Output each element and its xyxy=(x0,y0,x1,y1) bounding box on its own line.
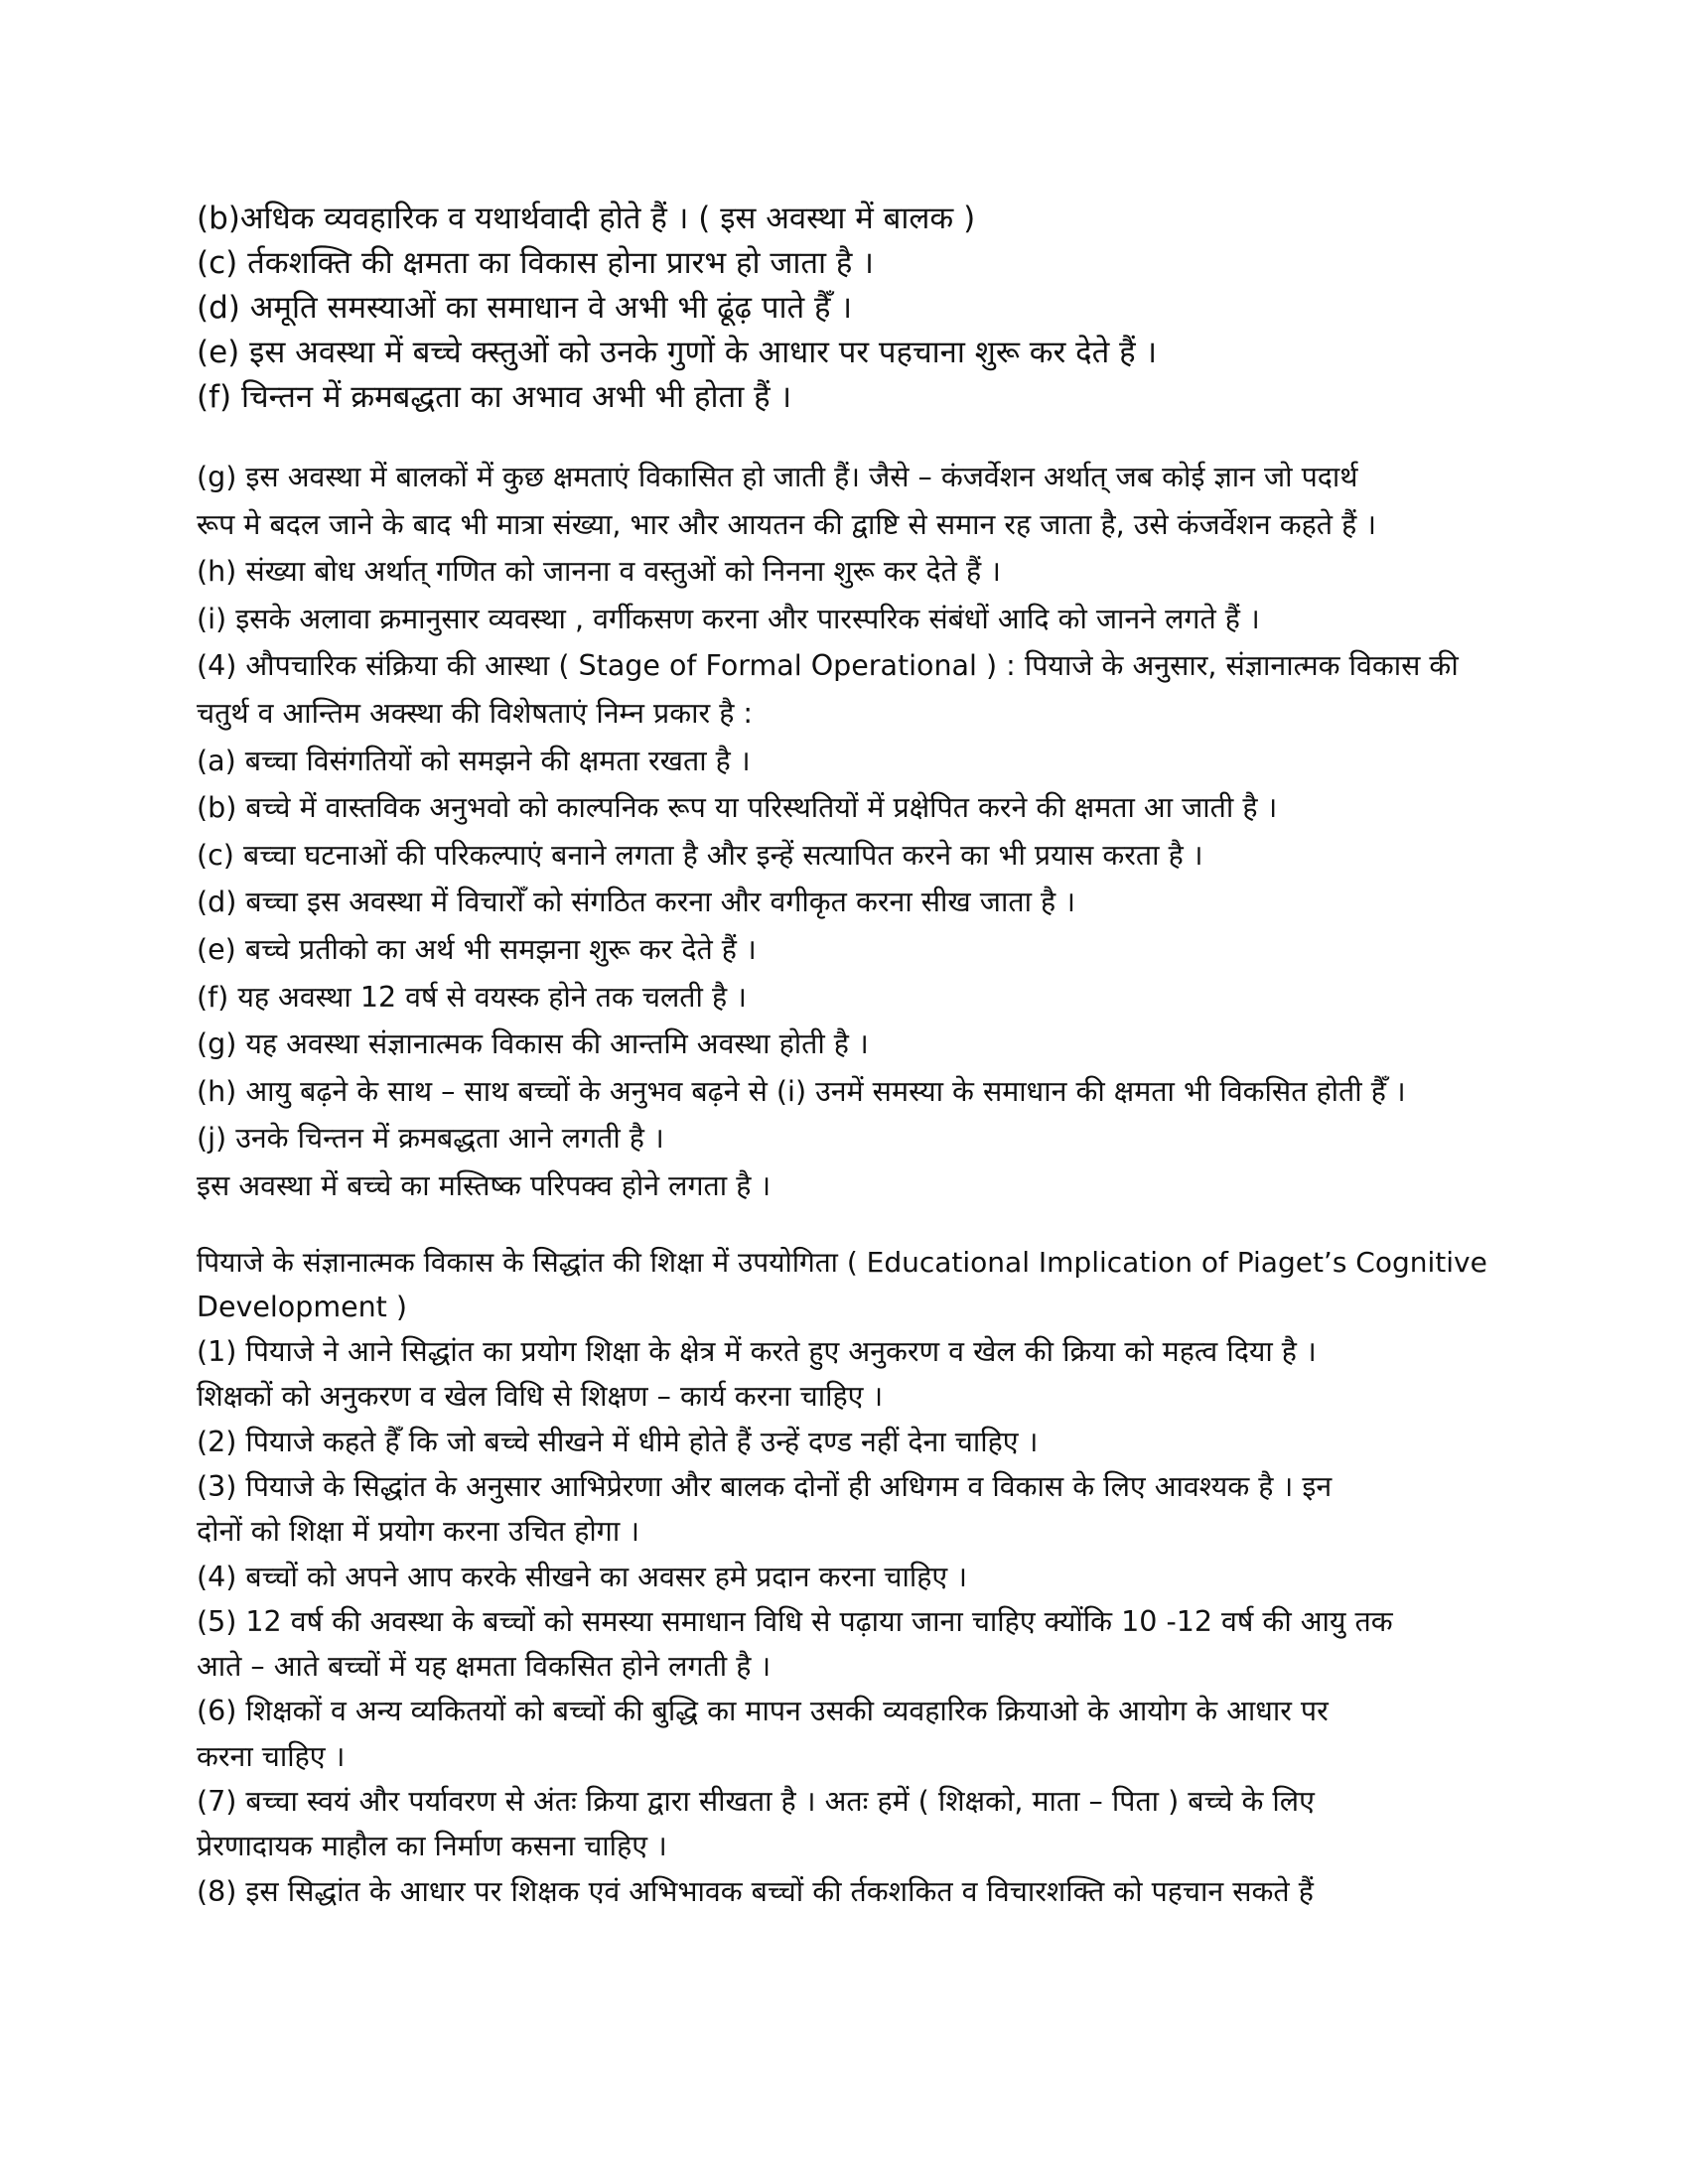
section-heading-line: पियाजे के संज्ञानात्मक विकास के सिद्धांत की शिक्षा में उपयोगिता ( Educational Implication of Piaget’s Cognitive xyxy=(197,1245,1487,1279)
text-line: करना चाहिए । xyxy=(197,1739,346,1773)
text-line: (f) यह अवस्था 12 वर्ष से वयस्क होने तक चलती है । xyxy=(197,980,747,1014)
text-line: (5) 12 वर्ष की अवस्था के बच्चों को समस्या समाधान विधि से पढ़ाया जाना चाहिए क्योंकि 10 -12 वर्ष की आयु तक xyxy=(197,1604,1393,1638)
text-line: (g) यह अवस्था संज्ञानात्मक विकास की आन्तमि अवस्था होती है । xyxy=(197,1027,869,1061)
text-line: (7) बच्चा स्वयं और पर्यावरण से अंतः क्रिया द्वारा सीखता है । अतः हमें ( शिक्षको, माता – पिता ) बच्चे के लिए xyxy=(197,1785,1315,1819)
text-line: (i) इसके अलावा क्रमानुसार व्यवस्था , वर्गीकसण करना और पारस्परिक संबंधों आदि को जानने लगते हैं । xyxy=(197,602,1260,635)
text-line: (3) पियाजे के सिद्धांत के अनुसार आभिप्रेरणा और बालक दोनों ही अधिगम व विकास के लिए आवश्यक है । इन xyxy=(197,1469,1333,1503)
text-line: (d) अमूति समस्याओं का समाधान वे अभी भी ढूंढ़ पाते हैँ । xyxy=(197,290,853,326)
text-line: (1) पियाजे ने आने सिद्धांत का प्रयोग शिक्षा के क्षेत्र में करते हुए अनुकरण व खेल की क्रिया को महत्व दिया है । xyxy=(197,1335,1317,1369)
educational-implication-section xyxy=(197,1240,1507,1914)
text-line: (h) आयु बढ़ने के साथ – साथ बच्चों के अनुभव बढ़ने से (i) उनमें समस्या के समाधान की क्षमता भी विकसित होती हैँ । xyxy=(197,1074,1406,1108)
document-page xyxy=(197,197,1507,1914)
text-line: (2) पियाजे कहते हैँ कि जो बच्चे सीखने में धीमे होते हैं उन्हें दण्ड नहीं देना चाहिए । xyxy=(197,1425,1039,1458)
text-line: (e) इस अवस्था में बच्चे क्स्तुओं को उनके गुणों के आधार पर पहचाना शुरू कर देते हैं । xyxy=(197,335,1158,370)
text-line: दोनों को शिक्षा में प्रयोग करना उचित होगा । xyxy=(197,1515,640,1549)
text-line: (c) र्तकशक्ति की क्षमता का विकास होना प्रारभ हो जाता है । xyxy=(197,245,874,281)
text-line: (6) शिक्षकों व अन्य व्यकितयों को बच्चों की बुद्धि का मापन उसकी व्यवहारिक क्रियाओ के आयोग के आधार पर xyxy=(197,1695,1329,1728)
stage-3-characteristics-list xyxy=(197,197,1507,420)
text-line: आते – आते बच्चों में यह क्षमता विकसित होने लगती है । xyxy=(197,1650,772,1684)
text-line: (4) बच्चों को अपने आप करके सीखने का अवसर हमे प्रदान करना चाहिए । xyxy=(197,1560,968,1593)
text-line: चतुर्थ व आन्तिम अक्स्था की विशेषताएं निम्न प्रकार है : xyxy=(197,696,753,730)
text-line: (f) चिन्तन में क्रमबद्धता का अभाव अभी भी होता हैं । xyxy=(197,379,792,415)
text-line: (h) संख्या बोध अर्थात् गणित को जानना व वस्तुओं को निनना शुरू कर देते हैं । xyxy=(197,555,1001,589)
formal-operational-stage-section xyxy=(197,454,1507,1210)
text-line: इस अवस्था में बच्चे का मस्तिष्क परिपक्व होने लगता है । xyxy=(197,1168,772,1202)
text-line: (d) बच्चा इस अवस्था में विचारोँ को संगठित करना और वगीकृत करना सीख जाता है । xyxy=(197,886,1076,919)
text-line: (e) बच्चे प्रतीको का अर्थ भी समझना शुरू कर देते हैं । xyxy=(197,932,757,966)
text-line: रूप मे बदल जाने के बाद भी मात्रा संख्या, भार और आयतन की द्वाष्टि से समान रह जाता है, उसे कंजर्वेशन कहते हैं । xyxy=(197,507,1377,541)
text-line: (c) बच्चा घटनाओं की परिकल्पाएं बनाने लगता है और इन्हें सत्यापित करने का भी प्रयास करता है । xyxy=(197,838,1203,872)
text-line: (8) इस सिद्धांत के आधार पर शिक्षक एवं अभिभावक बच्चों की र्तकशकित व विचारशक्ति को पहचान सकते हैं xyxy=(197,1874,1314,1908)
text-line: प्रेरणादायक माहौल का निर्माण कसना चाहिए । xyxy=(197,1830,667,1863)
section-heading-line: (4) औपचारिक संक्रिया की आस्था ( Stage of Formal Operational ) : पियाजे के अनुसार, संज्ञानात्मक विकास की xyxy=(197,649,1459,683)
text-line: (b) बच्चे में वास्तविक अनुभवो को काल्पनिक रूप या परिस्थतियों में प्रक्षेपित करने की क्षमता आ जाती है । xyxy=(197,791,1278,825)
text-line: (a) बच्चा विसंगतियों को समझने की क्षमता रखता है । xyxy=(197,744,751,777)
text-line: (g) इस अवस्था में बालकों में कुछ क्षमताएं विकासित हो जाती हैं। जैसे – कंजर्वेशन अर्थात् जब कोई ज्ञान जो पदार्थ xyxy=(197,461,1358,493)
text-line: शिक्षकों को अनुकरण व खेल विधि से शिक्षण – कार्य करना चाहिए । xyxy=(197,1380,884,1414)
section-heading-line: Development ) xyxy=(197,1290,408,1323)
text-line: (j) उनके चिन्तन में क्रमबद्धता आने लगती है । xyxy=(197,1122,664,1156)
text-line: (b)अधिक व्यवहारिक व यथार्थवादी होते हैं । ( इस अवस्था में बालक ) xyxy=(197,201,976,236)
